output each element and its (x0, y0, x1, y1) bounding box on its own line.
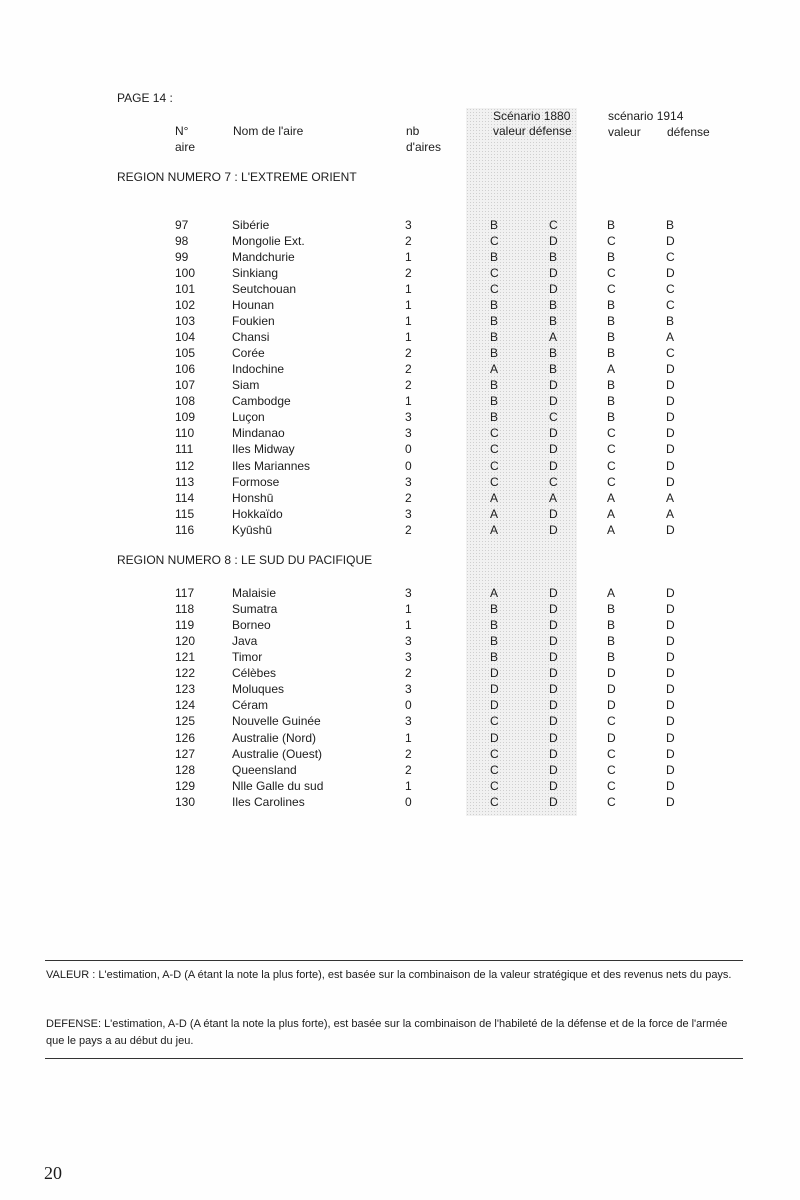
area-number: 108 (175, 394, 196, 409)
valeur-1880: B (490, 346, 499, 361)
area-name: Cambodge (232, 394, 291, 409)
defense-1880: C (549, 410, 558, 425)
header-nb-line2: d'aires (406, 140, 441, 154)
valeur-1880: C (490, 778, 499, 793)
area-number: 120 (175, 634, 196, 649)
area-count: 1 (405, 778, 412, 793)
area-count: 1 (405, 394, 412, 409)
area-count: 3 (405, 714, 412, 729)
area-count: 1 (405, 282, 412, 297)
valeur-1914: B (607, 250, 616, 265)
area-count: 1 (405, 618, 412, 633)
area-name: Malaisie (232, 586, 277, 600)
defense-1880: D (549, 746, 558, 761)
defense-1880: B (549, 298, 558, 313)
defense-1914: D (666, 650, 675, 665)
valeur-1880: C (490, 442, 499, 457)
valeur-1914: B (607, 394, 616, 409)
valeur-1914: C (607, 714, 616, 729)
valeur-1914: B (607, 314, 616, 329)
area-count: 2 (405, 266, 412, 281)
defense-1880: D (549, 234, 558, 248)
valeur-1914: C (607, 778, 616, 793)
defense-1880: D (549, 586, 558, 600)
defense-1914: D (666, 426, 675, 441)
area-number: 100 (175, 266, 196, 281)
area-count: 3 (405, 682, 412, 697)
valeur-1914: D (607, 730, 616, 745)
valeur-1914: B (607, 346, 616, 361)
defense-1880: D (549, 762, 558, 777)
area-name: Iles Mariannes (232, 458, 311, 473)
valeur-1880: D (490, 682, 499, 697)
defense-1880: D (549, 602, 558, 616)
valeur-1914: C (607, 426, 616, 441)
valeur-1880: A (490, 522, 499, 537)
area-number: 129 (175, 778, 196, 793)
area-number: 126 (175, 730, 196, 745)
defense-1880: D (549, 442, 558, 457)
defense-1880: B (549, 362, 558, 377)
valeur-1914: D (607, 698, 616, 713)
divider-top (45, 960, 743, 961)
area-count: 3 (405, 426, 412, 441)
defense-1880: D (549, 666, 558, 681)
valeur-1914: B (607, 602, 616, 616)
area-count: 0 (405, 442, 412, 457)
area-number: 101 (175, 282, 196, 297)
valeur-1880: B (490, 394, 499, 409)
defense-1914: D (666, 378, 675, 393)
note-defense: DEFENSE: L'estimation, A-D (A étant la note la plus forte), est basée sur la combinaison de l'habileté de la défense et de la force de l'armée que le pays a au début du jeu. (46, 1018, 728, 1047)
area-number: 119 (175, 618, 195, 633)
area-count: 3 (405, 474, 412, 489)
valeur-1914: A (607, 506, 616, 521)
defense-1880: D (549, 394, 558, 409)
header-scenario-1914: scénario 1914 (608, 109, 684, 123)
area-name: Luçon (232, 410, 265, 425)
valeur-1914: A (607, 586, 616, 600)
valeur-1880: C (490, 714, 499, 729)
valeur-1914: C (607, 266, 616, 281)
defense-1914: D (666, 698, 675, 713)
header-scenario-1880: Scénario 1880 (493, 109, 571, 123)
valeur-1880: B (490, 618, 499, 633)
valeur-1880: B (490, 634, 499, 649)
valeur-1880: C (490, 234, 499, 248)
defense-1914: D (666, 410, 675, 425)
area-number: 110 (175, 426, 195, 441)
defense-1914: D (666, 362, 675, 377)
valeur-1914: B (607, 378, 616, 393)
area-name: Australie (Ouest) (232, 746, 323, 761)
defense-1880: D (549, 522, 558, 537)
area-count: 2 (405, 522, 412, 537)
defense-1914: D (666, 394, 675, 409)
valeur-1880: D (490, 666, 499, 681)
area-name: Chansi (232, 330, 270, 345)
valeur-1914: B (607, 218, 616, 232)
area-number: 128 (175, 762, 196, 777)
defense-1914: D (666, 778, 675, 793)
defense-1880: D (549, 618, 558, 633)
area-name: Nouvelle Guinée (232, 714, 321, 729)
area-name: Borneo (232, 618, 271, 633)
area-name: Nlle Galle du sud (232, 778, 324, 793)
area-count: 2 (405, 746, 412, 761)
valeur-1880: A (490, 490, 499, 505)
area-number: 109 (175, 410, 196, 425)
area-name: Iles Midway (232, 442, 295, 457)
valeur-1880: C (490, 458, 499, 473)
area-count: 3 (405, 410, 412, 425)
area-count: 2 (405, 666, 412, 681)
valeur-1914: B (607, 298, 616, 313)
defense-1914: D (666, 474, 675, 489)
area-number: 113 (175, 474, 195, 489)
area-count: 0 (405, 458, 412, 473)
defense-1880: D (549, 458, 558, 473)
defense-1880: B (549, 314, 558, 329)
page-label: PAGE 14 : (117, 91, 173, 105)
valeur-1880: C (490, 266, 499, 281)
area-count: 1 (405, 250, 412, 265)
valeur-1914: A (607, 490, 616, 505)
area-name: Moluques (232, 682, 285, 697)
area-number: 104 (175, 330, 196, 345)
defense-1880: D (549, 634, 558, 649)
area-number: 112 (175, 458, 195, 473)
valeur-1880: B (490, 330, 499, 345)
area-name: Mongolie Ext. (232, 234, 305, 248)
area-number: 102 (175, 298, 196, 313)
defense-1914: D (666, 522, 675, 537)
area-number: 125 (175, 714, 196, 729)
defense-1880: D (549, 682, 558, 697)
area-number: 115 (175, 506, 195, 521)
area-count: 1 (405, 602, 412, 616)
area-number: 111 (175, 442, 194, 457)
valeur-1914: B (607, 618, 616, 633)
area-number: 97 (175, 218, 189, 232)
defense-1880: D (549, 778, 558, 793)
header-nb-line1: nb (406, 124, 420, 138)
valeur-1914: C (607, 282, 616, 297)
defense-1914: D (666, 234, 675, 248)
divider-bottom (45, 1058, 743, 1059)
defense-1914: D (666, 746, 675, 761)
area-name: Mindanao (232, 426, 285, 441)
area-number: 114 (175, 490, 195, 505)
area-count: 3 (405, 218, 412, 232)
valeur-1880: B (490, 602, 499, 616)
area-name: Sinkiang (232, 266, 279, 281)
area-count: 2 (405, 378, 412, 393)
valeur-1880: C (490, 746, 499, 761)
area-number: 107 (175, 378, 196, 393)
valeur-1880: C (490, 282, 499, 297)
valeur-1880: B (490, 314, 499, 329)
defense-1914: B (666, 218, 675, 232)
area-name: Seutchouan (232, 282, 297, 297)
defense-1914: A (666, 330, 675, 345)
valeur-1914: C (607, 234, 616, 248)
valeur-1914: C (607, 458, 616, 473)
page-number: 20 (44, 1163, 62, 1183)
area-number: 103 (175, 314, 196, 329)
valeur-1914: A (607, 362, 616, 377)
area-count: 3 (405, 586, 412, 600)
defense-1914: D (666, 794, 675, 809)
valeur-1880: B (490, 650, 499, 665)
area-name: Formose (232, 474, 280, 489)
area-count: 1 (405, 298, 412, 313)
area-number: 123 (175, 682, 196, 697)
area-number: 122 (175, 666, 196, 681)
header-scenario-1880-sub: valeur défense (493, 124, 572, 138)
valeur-1880: D (490, 730, 499, 745)
area-number: 118 (175, 602, 195, 616)
defense-1880: D (549, 650, 558, 665)
defense-1914: D (666, 602, 675, 616)
defense-1880: D (549, 282, 558, 297)
defense-1914: C (666, 250, 675, 265)
area-name: Java (232, 634, 258, 649)
defense-1880: A (549, 330, 558, 345)
area-count: 0 (405, 698, 412, 713)
defense-1914: D (666, 442, 675, 457)
valeur-1914: C (607, 794, 616, 809)
area-name: Corée (232, 346, 265, 361)
defense-1880: B (549, 346, 558, 361)
valeur-1880: A (490, 586, 499, 600)
area-count: 2 (405, 346, 412, 361)
header-scenario-1914-defense: défense (667, 125, 710, 139)
defense-1880: C (549, 474, 558, 489)
area-name: Queensland (232, 762, 297, 777)
valeur-1914: A (607, 522, 616, 537)
defense-1880: D (549, 378, 558, 393)
area-count: 3 (405, 506, 412, 521)
area-count: 0 (405, 794, 412, 809)
area-number: 130 (175, 794, 196, 809)
defense-1914: B (666, 314, 675, 329)
defense-1880: B (549, 250, 558, 265)
area-count: 2 (405, 762, 412, 777)
area-name: Timor (232, 650, 263, 665)
area-name: Céram (232, 698, 269, 713)
region-title: REGION NUMERO 7 : L'EXTREME ORIENT (117, 170, 357, 184)
area-name: Sibérie (232, 218, 270, 232)
defense-1914: D (666, 714, 675, 729)
defense-1914: C (666, 282, 675, 297)
valeur-1880: C (490, 794, 499, 809)
defense-1880: D (549, 714, 558, 729)
defense-1914: D (666, 458, 675, 473)
area-name: Hounan (232, 298, 275, 313)
area-name: Australie (Nord) (232, 730, 317, 745)
area-name: Célèbes (232, 666, 277, 681)
area-number: 121 (175, 650, 196, 665)
area-name: Indochine (232, 362, 285, 377)
defense-1914: D (666, 762, 675, 777)
area-number: 106 (175, 362, 196, 377)
valeur-1880: A (490, 506, 499, 521)
area-number: 116 (175, 522, 195, 537)
valeur-1880: B (490, 410, 499, 425)
area-count: 2 (405, 362, 412, 377)
header-num-line2: aire (175, 140, 196, 154)
valeur-1914: C (607, 762, 616, 777)
defense-1880: C (549, 218, 558, 232)
valeur-1880: C (490, 474, 499, 489)
area-count: 3 (405, 634, 412, 649)
defense-1914: D (666, 586, 675, 600)
defense-1914: D (666, 634, 675, 649)
valeur-1914: B (607, 634, 616, 649)
valeur-1914: B (607, 330, 616, 345)
area-count: 1 (405, 314, 412, 329)
valeur-1880: A (490, 362, 499, 377)
valeur-1880: B (490, 250, 499, 265)
valeur-1880: B (490, 298, 499, 313)
defense-1914: D (666, 266, 675, 281)
valeur-1914: C (607, 474, 616, 489)
area-name: Foukien (232, 314, 275, 329)
area-name: Kyūshū (232, 522, 273, 537)
defense-1914: A (666, 506, 675, 521)
area-number: 127 (175, 746, 196, 761)
region-title: REGION NUMERO 8 : LE SUD DU PACIFIQUE (117, 553, 373, 567)
defense-1914: D (666, 618, 675, 633)
defense-1914: D (666, 730, 675, 745)
valeur-1914: D (607, 682, 616, 697)
defense-1880: D (549, 698, 558, 713)
defense-1880: D (549, 426, 558, 441)
valeur-1914: C (607, 442, 616, 457)
area-count: 1 (405, 730, 412, 745)
area-name: Iles Carolines (232, 794, 305, 809)
defense-1880: A (549, 490, 558, 505)
valeur-1880: C (490, 426, 499, 441)
valeur-1914: D (607, 666, 616, 681)
area-name: Mandchurie (232, 250, 295, 265)
area-number: 99 (175, 250, 189, 265)
defense-1880: D (549, 506, 558, 521)
defense-1880: D (549, 730, 558, 745)
defense-1880: D (549, 266, 558, 281)
valeur-1880: D (490, 698, 499, 713)
area-number: 117 (175, 586, 195, 600)
area-name: Siam (232, 378, 260, 393)
area-count: 3 (405, 650, 412, 665)
area-count: 2 (405, 490, 412, 505)
valeur-1880: B (490, 218, 499, 232)
note-valeur: VALEUR : L'estimation, A-D (A étant la note la plus forte), est basée sur la combinaison de la valeur stratégique et des revenus nets du pays. (46, 969, 732, 981)
valeur-1914: B (607, 650, 616, 665)
area-number: 124 (175, 698, 196, 713)
header-area-name: Nom de l'aire (233, 124, 304, 138)
header-scenario-1914-valeur: valeur (608, 125, 641, 139)
area-number: 105 (175, 346, 196, 361)
area-name: Hokkaïdo (232, 506, 283, 521)
scenario-1880-shaded-column (466, 108, 577, 816)
valeur-1914: B (607, 410, 616, 425)
defense-1914: D (666, 682, 675, 697)
area-name: Sumatra (232, 602, 278, 616)
area-count: 2 (405, 234, 412, 248)
area-count: 1 (405, 330, 412, 345)
defense-1914: C (666, 298, 675, 313)
defense-1880: D (549, 794, 558, 809)
header-num-line1: N° (175, 124, 189, 138)
area-name: Honshū (232, 490, 274, 505)
defense-1914: C (666, 346, 675, 361)
defense-1914: A (666, 490, 675, 505)
valeur-1880: B (490, 378, 499, 393)
area-number: 98 (175, 234, 189, 248)
valeur-1880: C (490, 762, 499, 777)
valeur-1914: C (607, 746, 616, 761)
defense-1914: D (666, 666, 675, 681)
